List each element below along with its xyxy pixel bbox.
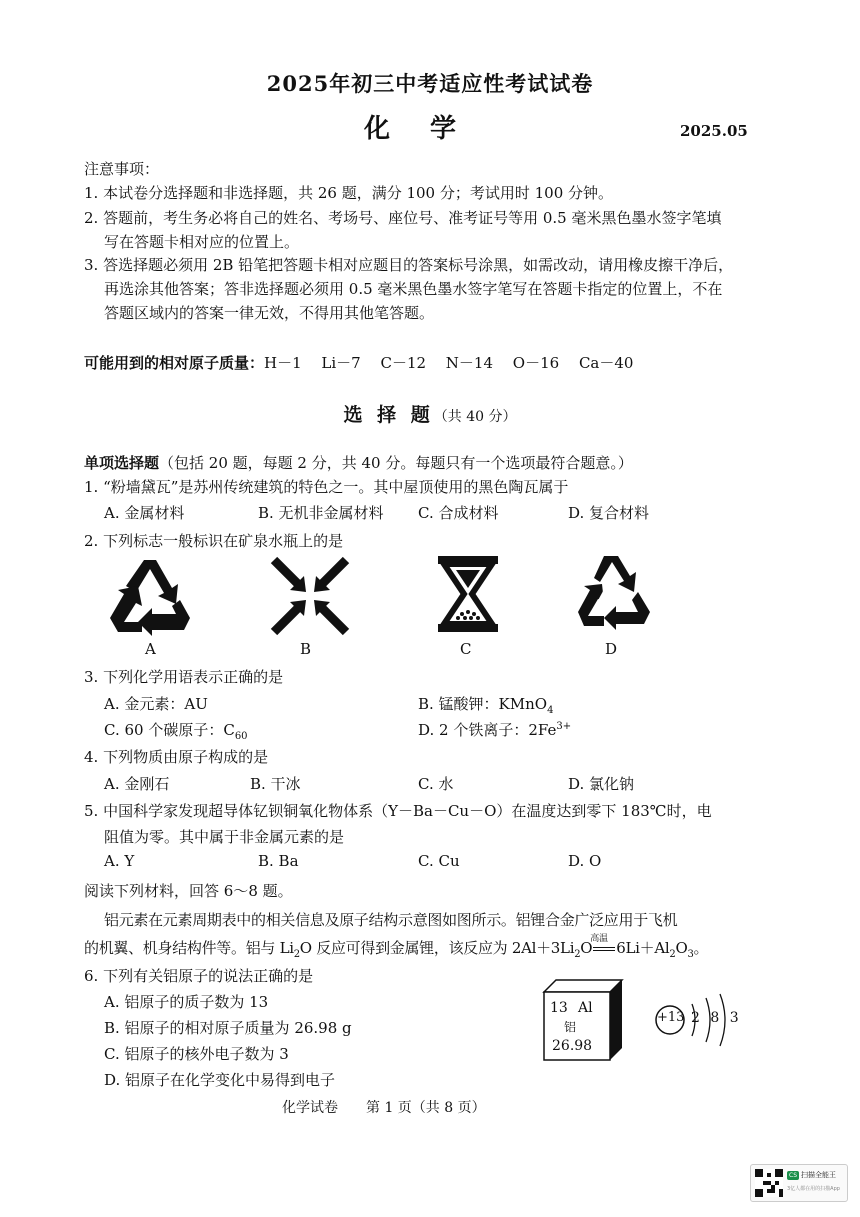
notice-line: 再选涂其他答案；答非选择题必须用 0.5 毫米黑色墨水签字笔写在答题卡指定的位置上，不在 <box>104 280 723 298</box>
q3-c-text: C. 60 个碳原子：C <box>104 721 235 739</box>
section-title <box>0 400 860 427</box>
q4-option-d: D. 氯化钠 <box>568 775 635 793</box>
atom-structure-diagram <box>652 990 746 1050</box>
exam-title: 2025年初三中考适应性考试试卷 <box>266 71 594 96</box>
reading-text: O 反应可得到金属锂，该反应为 2Al＋3Li <box>299 939 575 957</box>
q2-label-d: D <box>605 640 618 658</box>
recycle-icon <box>106 556 194 636</box>
reading-sub: 2 <box>669 949 676 960</box>
compress-arrows-icon <box>270 556 350 636</box>
reading-text: O <box>675 939 688 957</box>
q6-option-b: B. 铝原子的相对原子质量为 26.98 g <box>104 1019 352 1037</box>
reading-text: 。 <box>693 939 709 957</box>
q3-d-sup: 3+ <box>556 721 572 732</box>
recycle-outline-icon <box>574 552 654 632</box>
notice-line: 答题区域内的答案一律无效，不得用其他笔答题。 <box>104 304 435 322</box>
exam-date: 2025.05 <box>680 122 748 140</box>
atomic-mass-label: 可能用到的相对原子质量： <box>84 354 265 372</box>
q1-stem: 1. “粉墙黛瓦”是苏州传统建筑的特色之一。其中屋顶使用的黑色陶瓦属于 <box>84 478 569 496</box>
q3-c-sub: 60 <box>234 731 248 742</box>
atomic-mass-values: H－1 Li－7 C－12 N－14 O－16 Ca－40 <box>264 354 634 372</box>
reaction-condition <box>580 934 616 957</box>
q1-option-c: C. 合成材料 <box>418 504 499 522</box>
instructions <box>84 452 633 473</box>
q4-option-b: B. 干冰 <box>250 775 301 793</box>
q3-option-a: A. 金元素：AU <box>104 695 208 713</box>
q3-b-sub: 4 <box>547 705 554 716</box>
hourglass-icon <box>436 554 500 634</box>
q3-option-b <box>418 693 553 716</box>
atomic-mass-line <box>84 352 633 373</box>
subject-title: 化学 <box>363 114 496 144</box>
instructions-rest: （包括 20 题，每题 2 分，共 40 分。每题只有一个选项最符合题意。） <box>159 454 633 472</box>
notice-heading: 注意事项： <box>84 160 160 178</box>
q5-option-a: A. Y <box>104 852 135 870</box>
q5-stem-line2: 阻值为零。其中属于非金属元素的是 <box>104 828 345 846</box>
reading-intro: 阅读下列材料，回答 6～8 题。 <box>84 882 293 900</box>
section-score: （共 40 分） <box>433 409 517 425</box>
q4-option-a: A. 金刚石 <box>104 775 170 793</box>
notice-line: 写在答题卡相对应的位置上。 <box>104 233 300 251</box>
reading-sub: 2 <box>293 949 300 960</box>
notice-line: 2. 答题前，考生务必将自己的姓名、考场号、座位号、准考证号等用 0.5 毫米黑色墨水签字笔填 <box>84 209 722 227</box>
q6-option-d: D. 铝原子在化学变化中易得到电子 <box>104 1071 336 1089</box>
element-number: 13 <box>550 1000 568 1016</box>
q2-label-b: B <box>300 640 312 658</box>
q1-option-d: D. 复合材料 <box>568 504 650 522</box>
q6-stem: 6. 下列有关铝原子的说法正确的是 <box>84 967 314 985</box>
reaction-condition-label: 高温 <box>590 934 608 944</box>
notice-line: 1. 本试卷分选择题和非选择题，共 26 题，满分 100 分；考试用时 100 分钟。 <box>84 184 614 202</box>
reading-text: O <box>580 939 593 957</box>
section-name: 选 择 题 <box>343 404 434 426</box>
q5-option-c: C. Cu <box>418 852 460 870</box>
qr-code-icon <box>755 1169 783 1197</box>
q6-option-c: C. 铝原子的核外电子数为 3 <box>104 1045 289 1063</box>
element-symbol: Al <box>578 1000 593 1016</box>
scanner-sublabel: 3亿人都在用的扫描App <box>787 1186 840 1192</box>
atom-nucleus: +13 <box>657 1010 685 1025</box>
q6-option-a: A. 铝原子的质子数为 13 <box>104 993 269 1011</box>
q3-b-text: B. 锰酸钾：KMnO <box>418 695 548 713</box>
reading-line1: 铝元素在元素周期表中的相关信息及原子结构示意图如图所示。铝锂合金广泛应用于飞机 <box>104 911 678 929</box>
q3-d-text: D. 2 个铁离子：2Fe <box>418 721 557 739</box>
q2-label-a: A <box>145 640 156 658</box>
q2-stem: 2. 下列标志一般标识在矿泉水瓶上的是 <box>84 532 344 550</box>
q4-stem: 4. 下列物质由原子构成的是 <box>84 748 269 766</box>
cs-logo-icon: CS <box>789 1172 797 1179</box>
element-card <box>540 978 626 1064</box>
element-mass: 26.98 <box>552 1038 593 1054</box>
reading-text: 6Li＋Al <box>616 939 670 957</box>
notice-line: 3. 答选择题必须用 2B 铅笔把答题卡相对应题目的答案标号涂黑，如需改动，请用橡皮擦干净后， <box>84 256 734 274</box>
element-name: 铝 <box>564 1020 577 1034</box>
scanner-label: 扫描全能王 <box>801 1171 836 1179</box>
atom-electron-shells: 2 8 3 <box>691 1010 742 1026</box>
scanner-watermark <box>750 1164 848 1202</box>
q4-option-c: C. 水 <box>418 775 454 793</box>
reading-sub: 2 <box>574 949 581 960</box>
q1-option-a: A. 金属材料 <box>104 504 185 522</box>
instructions-bold: 单项选择题 <box>84 454 160 472</box>
reading-line2 <box>84 934 709 960</box>
reaction-equals-sign <box>593 947 615 951</box>
q5-option-d: D. O <box>568 852 602 870</box>
q3-option-c <box>104 719 248 742</box>
reading-sub: 3 <box>687 949 694 960</box>
reading-text: 的机翼、机身结构件等。铝与 Li <box>84 939 294 957</box>
q3-stem: 3. 下列化学用语表示正确的是 <box>84 668 284 686</box>
q3-option-d <box>418 719 571 740</box>
q1-option-b: B. 无机非金属材料 <box>258 504 384 522</box>
q2-label-c: C <box>460 640 472 658</box>
q5-stem-line1: 5. 中国科学家发现超导体钇钡铜氧化物体系（Y－Ba－Cu－O）在温度达到零下 183℃时，电 <box>84 802 712 820</box>
page-footer: 化学试卷 第 1 页（共 8 页） <box>282 1100 486 1116</box>
q5-option-b: B. Ba <box>258 852 299 870</box>
